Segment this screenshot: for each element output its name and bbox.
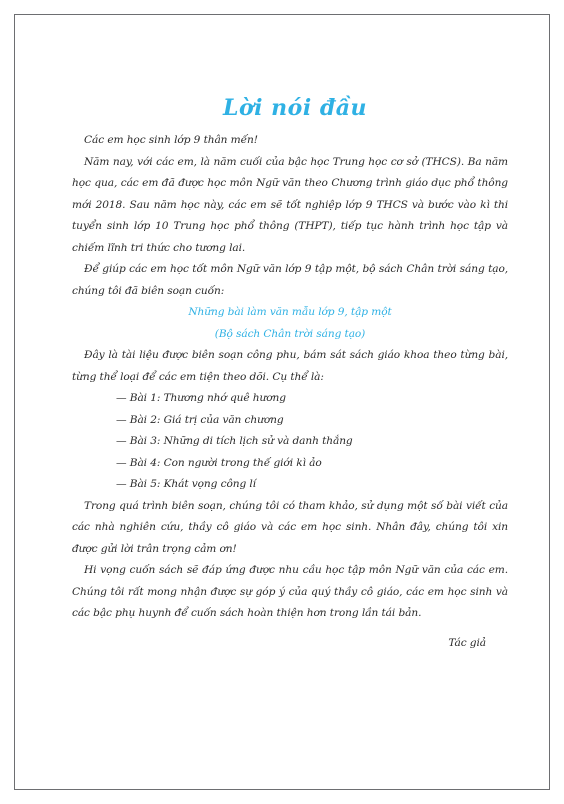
greeting: Các em học sinh lớp 9 thân mến! [84, 134, 258, 146]
list-item: — Bài 3: Những di tích lịch sử và danh thắng [116, 435, 353, 447]
paragraph-purpose: Để giúp các em học tốt môn Ngữ văn lớp 9 tập một, bộ sách Chân trời sáng tạo, chúng tôi đã biên soạn cuốn: [72, 263, 508, 297]
paragraph-description: Đây là tài liệu được biên soạn công phu, bám sát sách giáo khoa theo từng bài, từng thể loại để các em tiện theo dõi. Cụ thể là: [72, 349, 508, 383]
book-title: Những bài làm văn mẫu lớp 9, tập một [188, 306, 392, 318]
page-title: Lời nói đầu [223, 95, 367, 121]
paragraph-acknowledgement: Trong quá trình biên soạn, chúng tôi có tham khảo, sử dụng một số bài viết của các nhà nghiên cứu, thầy cô giáo và các em học sinh. Nhân đây, chúng tôi xin được gửi lời trân trọng cảm ơn! [72, 499, 508, 555]
list-item: — Bài 5: Khát vọng công lí [116, 478, 256, 490]
list-item: — Bài 4: Con người trong thế giới kì ảo [116, 456, 322, 469]
paragraph-closing: Hi vọng cuốn sách sẽ đáp ứng được nhu cầu học tập môn Ngữ văn của các em. Chúng tôi rất mong nhận được sự góp ý của quý thầy cô giáo, các em học sinh và các bậc phụ huynh để cuốn sách hoàn thiện hơn trong lần tái bản. [72, 564, 508, 619]
paragraph-intro: Năm nay, với các em, là năm cuối của bậc học Trung học cơ sở (THCS). Ba năm học qua, các em đã được học môn Ngữ văn theo Chương trình giáo dục phổ thông mới 2018. Sau năm học này, các em sẽ tốt nghiệp lớp 9 THCS và bước vào kì thi tuyển sinh lớp 10 Trung học phổ thông (THPT), tiếp tục hành trình học tập và chiếm lĩnh tri thức cho tương lai. [72, 155, 508, 254]
lesson-list [72, 388, 508, 496]
author-signature: Tác giả [448, 636, 486, 649]
list-item: — Bài 2: Giá trị của văn chương [116, 413, 284, 426]
preface-content [72, 92, 508, 654]
book-series: (Bộ sách Chân trời sáng tạo) [214, 327, 366, 340]
list-item: — Bài 1: Thương nhớ quê hương [116, 392, 286, 404]
